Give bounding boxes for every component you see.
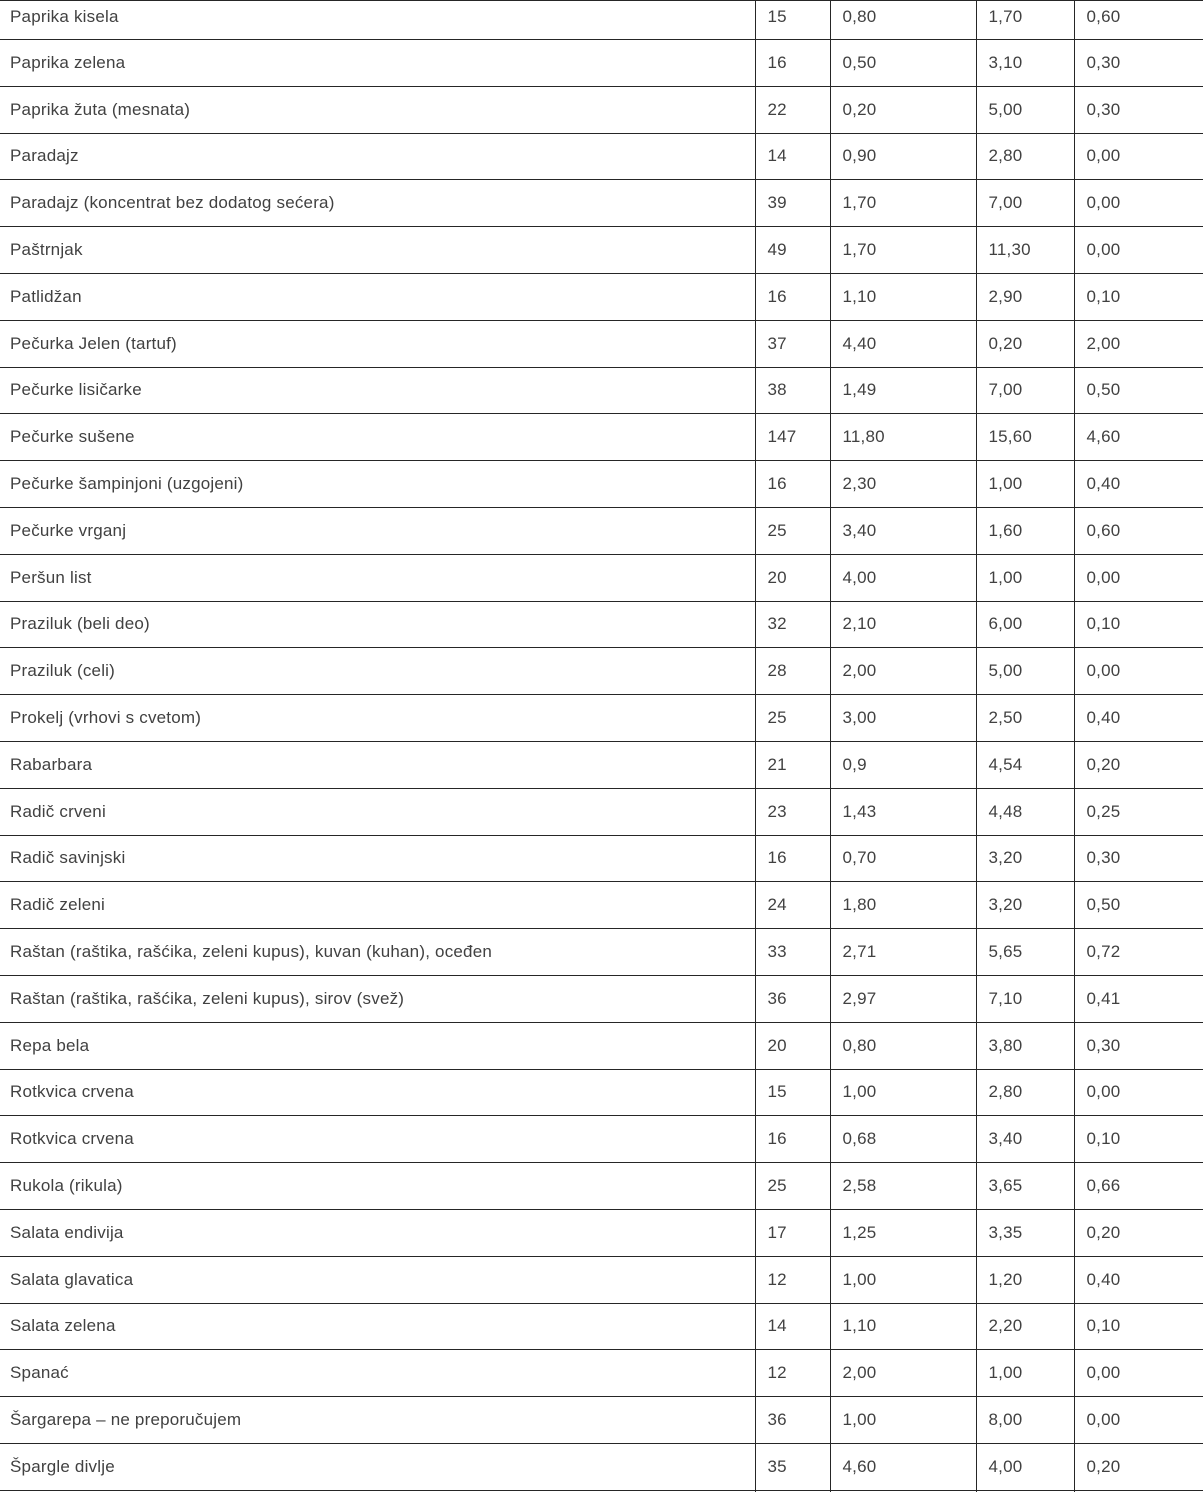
value-cell-2: 1,00 [830, 1256, 976, 1303]
value-cell-2: 2,30 [830, 461, 976, 508]
value-cell-3: 2,20 [976, 1303, 1074, 1350]
value-cell-3: 5,00 [976, 86, 1074, 133]
value-cell-1: 12 [755, 1256, 830, 1303]
value-cell-1: 23 [755, 788, 830, 835]
value-cell-2: 3,40 [830, 507, 976, 554]
value-cell-2: 0,90 [830, 133, 976, 180]
food-name-cell: Radič savinjski [0, 835, 755, 882]
food-name-cell: Paradajz (koncentrat bez dodatog sećera) [0, 180, 755, 227]
table-row [0, 1, 1203, 40]
value-cell-2: 4,40 [830, 320, 976, 367]
table-row [0, 1397, 1203, 1444]
food-name-cell: Pečurke vrganj [0, 507, 755, 554]
value-cell-2: 2,00 [830, 648, 976, 695]
value-cell-1: 14 [755, 1303, 830, 1350]
value-cell-1: 49 [755, 227, 830, 274]
value-cell-1: 35 [755, 1443, 830, 1490]
value-cell-3: 2,50 [976, 695, 1074, 742]
value-cell-1: 20 [755, 554, 830, 601]
value-cell-4: 0,00 [1074, 554, 1203, 601]
value-cell-2: 11,80 [830, 414, 976, 461]
food-name-cell: Pečurke šampinjoni (uzgojeni) [0, 461, 755, 508]
table-row [0, 601, 1203, 648]
value-cell-1: 24 [755, 882, 830, 929]
food-name-cell: Rukola (rikula) [0, 1163, 755, 1210]
value-cell-2: 1,80 [830, 882, 976, 929]
value-cell-2: 1,00 [830, 1397, 976, 1444]
food-name-cell: Paradajz [0, 133, 755, 180]
value-cell-3: 1,20 [976, 1256, 1074, 1303]
value-cell-2: 0,80 [830, 1, 976, 40]
value-cell-2: 0,80 [830, 1022, 976, 1069]
food-name-cell: Salata zelena [0, 1303, 755, 1350]
value-cell-3: 0,20 [976, 320, 1074, 367]
table-row [0, 133, 1203, 180]
value-cell-4: 0,41 [1074, 975, 1203, 1022]
table-row [0, 975, 1203, 1022]
food-name-cell: Paprika zelena [0, 40, 755, 87]
value-cell-3: 8,00 [976, 1397, 1074, 1444]
value-cell-3: 4,00 [976, 1443, 1074, 1490]
table-row [0, 1256, 1203, 1303]
value-cell-3: 1,00 [976, 1350, 1074, 1397]
value-cell-2: 1,25 [830, 1209, 976, 1256]
table-row [0, 929, 1203, 976]
food-name-cell: Peršun list [0, 554, 755, 601]
table-row [0, 507, 1203, 554]
value-cell-1: 22 [755, 86, 830, 133]
value-cell-4: 0,00 [1074, 180, 1203, 227]
value-cell-2: 1,70 [830, 227, 976, 274]
value-cell-4: 0,40 [1074, 461, 1203, 508]
value-cell-4: 0,30 [1074, 835, 1203, 882]
table-row [0, 320, 1203, 367]
food-name-cell: Radič zeleni [0, 882, 755, 929]
value-cell-3: 11,30 [976, 227, 1074, 274]
value-cell-3: 3,65 [976, 1163, 1074, 1210]
value-cell-4: 0,00 [1074, 227, 1203, 274]
table-row [0, 367, 1203, 414]
value-cell-4: 0,40 [1074, 1256, 1203, 1303]
food-name-cell: Raštan (raštika, rašćika, zeleni kupus), kuvan (kuhan), oceđen [0, 929, 755, 976]
value-cell-4: 4,60 [1074, 414, 1203, 461]
value-cell-1: 25 [755, 695, 830, 742]
food-name-cell: Radič crveni [0, 788, 755, 835]
value-cell-1: 14 [755, 133, 830, 180]
value-cell-2: 3,00 [830, 695, 976, 742]
value-cell-2: 2,00 [830, 1350, 976, 1397]
value-cell-4: 0,10 [1074, 1303, 1203, 1350]
value-cell-1: 16 [755, 1116, 830, 1163]
value-cell-2: 4,60 [830, 1443, 976, 1490]
value-cell-1: 36 [755, 975, 830, 1022]
food-name-cell: Pečurka Jelen (tartuf) [0, 320, 755, 367]
food-name-cell: Pečurke sušene [0, 414, 755, 461]
value-cell-3: 1,00 [976, 461, 1074, 508]
table-row [0, 1443, 1203, 1490]
value-cell-3: 3,40 [976, 1116, 1074, 1163]
value-cell-1: 15 [755, 1, 830, 40]
value-cell-2: 0,68 [830, 1116, 976, 1163]
value-cell-4: 0,50 [1074, 882, 1203, 929]
value-cell-1: 17 [755, 1209, 830, 1256]
table-row [0, 1350, 1203, 1397]
value-cell-2: 1,10 [830, 273, 976, 320]
value-cell-3: 1,70 [976, 1, 1074, 40]
value-cell-3: 7,10 [976, 975, 1074, 1022]
value-cell-4: 0,40 [1074, 695, 1203, 742]
value-cell-2: 1,00 [830, 1069, 976, 1116]
table-row [0, 741, 1203, 788]
food-name-cell: Paštrnjak [0, 227, 755, 274]
table-row [0, 882, 1203, 929]
food-name-cell: Rabarbara [0, 741, 755, 788]
value-cell-4: 0,00 [1074, 133, 1203, 180]
value-cell-1: 147 [755, 414, 830, 461]
value-cell-2: 2,58 [830, 1163, 976, 1210]
food-name-cell: Spanać [0, 1350, 755, 1397]
value-cell-2: 1,49 [830, 367, 976, 414]
value-cell-3: 3,20 [976, 835, 1074, 882]
value-cell-4: 0,00 [1074, 1397, 1203, 1444]
value-cell-4: 0,60 [1074, 1, 1203, 40]
value-cell-1: 16 [755, 835, 830, 882]
value-cell-1: 25 [755, 507, 830, 554]
value-cell-3: 3,35 [976, 1209, 1074, 1256]
value-cell-3: 5,65 [976, 929, 1074, 976]
table-row [0, 554, 1203, 601]
value-cell-4: 0,20 [1074, 741, 1203, 788]
table-row [0, 788, 1203, 835]
food-name-cell: Šargarepa – ne preporučujem [0, 1397, 755, 1444]
value-cell-2: 2,10 [830, 601, 976, 648]
value-cell-3: 1,00 [976, 554, 1074, 601]
value-cell-4: 2,00 [1074, 320, 1203, 367]
value-cell-3: 4,54 [976, 741, 1074, 788]
value-cell-1: 15 [755, 1069, 830, 1116]
table-row [0, 648, 1203, 695]
table-row [0, 1303, 1203, 1350]
value-cell-1: 21 [755, 741, 830, 788]
value-cell-4: 0,20 [1074, 1443, 1203, 1490]
value-cell-4: 0,00 [1074, 1350, 1203, 1397]
value-cell-3: 6,00 [976, 601, 1074, 648]
value-cell-4: 0,10 [1074, 601, 1203, 648]
food-name-cell: Raštan (raštika, rašćika, zeleni kupus), sirov (svež) [0, 975, 755, 1022]
food-name-cell: Rotkvica crvena [0, 1069, 755, 1116]
value-cell-1: 37 [755, 320, 830, 367]
value-cell-3: 7,00 [976, 180, 1074, 227]
value-cell-1: 25 [755, 1163, 830, 1210]
food-name-cell: Rotkvica crvena [0, 1116, 755, 1163]
value-cell-3: 1,60 [976, 507, 1074, 554]
value-cell-4: 0,25 [1074, 788, 1203, 835]
value-cell-2: 1,43 [830, 788, 976, 835]
value-cell-1: 16 [755, 461, 830, 508]
value-cell-1: 16 [755, 40, 830, 87]
value-cell-4: 0,10 [1074, 1116, 1203, 1163]
table-row [0, 273, 1203, 320]
value-cell-2: 2,97 [830, 975, 976, 1022]
value-cell-3: 2,80 [976, 1069, 1074, 1116]
table-row [0, 1022, 1203, 1069]
food-name-cell: Pečurke lisičarke [0, 367, 755, 414]
value-cell-2: 4,00 [830, 554, 976, 601]
food-name-cell: Paprika žuta (mesnata) [0, 86, 755, 133]
food-name-cell: Salata glavatica [0, 1256, 755, 1303]
value-cell-3: 3,80 [976, 1022, 1074, 1069]
value-cell-3: 4,48 [976, 788, 1074, 835]
value-cell-3: 5,00 [976, 648, 1074, 695]
value-cell-1: 28 [755, 648, 830, 695]
value-cell-1: 39 [755, 180, 830, 227]
table-row [0, 227, 1203, 274]
table-row [0, 86, 1203, 133]
table-row [0, 835, 1203, 882]
value-cell-2: 1,70 [830, 180, 976, 227]
table-row [0, 695, 1203, 742]
value-cell-3: 2,80 [976, 133, 1074, 180]
value-cell-4: 0,72 [1074, 929, 1203, 976]
value-cell-1: 33 [755, 929, 830, 976]
food-name-cell: Prokelj (vrhovi s cvetom) [0, 695, 755, 742]
value-cell-3: 2,90 [976, 273, 1074, 320]
value-cell-2: 0,50 [830, 40, 976, 87]
value-cell-3: 15,60 [976, 414, 1074, 461]
value-cell-2: 2,71 [830, 929, 976, 976]
food-name-cell: Praziluk (beli deo) [0, 601, 755, 648]
value-cell-1: 20 [755, 1022, 830, 1069]
table-row [0, 414, 1203, 461]
table-row [0, 461, 1203, 508]
value-cell-3: 3,20 [976, 882, 1074, 929]
value-cell-4: 0,20 [1074, 1209, 1203, 1256]
table-row [0, 1163, 1203, 1210]
food-name-cell: Špargle divlje [0, 1443, 755, 1490]
value-cell-1: 32 [755, 601, 830, 648]
value-cell-2: 1,10 [830, 1303, 976, 1350]
table-row [0, 1069, 1203, 1116]
value-cell-2: 0,9 [830, 741, 976, 788]
value-cell-4: 0,00 [1074, 648, 1203, 695]
table-row [0, 40, 1203, 87]
value-cell-1: 12 [755, 1350, 830, 1397]
value-cell-2: 0,20 [830, 86, 976, 133]
table-row [0, 180, 1203, 227]
table-row [0, 1116, 1203, 1163]
food-name-cell: Patlidžan [0, 273, 755, 320]
value-cell-4: 0,50 [1074, 367, 1203, 414]
food-name-cell: Praziluk (celi) [0, 648, 755, 695]
food-name-cell: Salata endivija [0, 1209, 755, 1256]
value-cell-4: 0,66 [1074, 1163, 1203, 1210]
value-cell-2: 0,70 [830, 835, 976, 882]
value-cell-3: 3,10 [976, 40, 1074, 87]
value-cell-1: 36 [755, 1397, 830, 1444]
value-cell-1: 38 [755, 367, 830, 414]
value-cell-3: 7,00 [976, 367, 1074, 414]
value-cell-4: 0,30 [1074, 1022, 1203, 1069]
value-cell-4: 0,10 [1074, 273, 1203, 320]
table-row [0, 1209, 1203, 1256]
value-cell-4: 0,30 [1074, 86, 1203, 133]
value-cell-4: 0,60 [1074, 507, 1203, 554]
value-cell-4: 0,30 [1074, 40, 1203, 87]
food-name-cell: Repa bela [0, 1022, 755, 1069]
food-name-cell: Paprika kisela [0, 1, 755, 40]
value-cell-4: 0,00 [1074, 1069, 1203, 1116]
table-body [0, 1, 1203, 1492]
value-cell-1: 16 [755, 273, 830, 320]
